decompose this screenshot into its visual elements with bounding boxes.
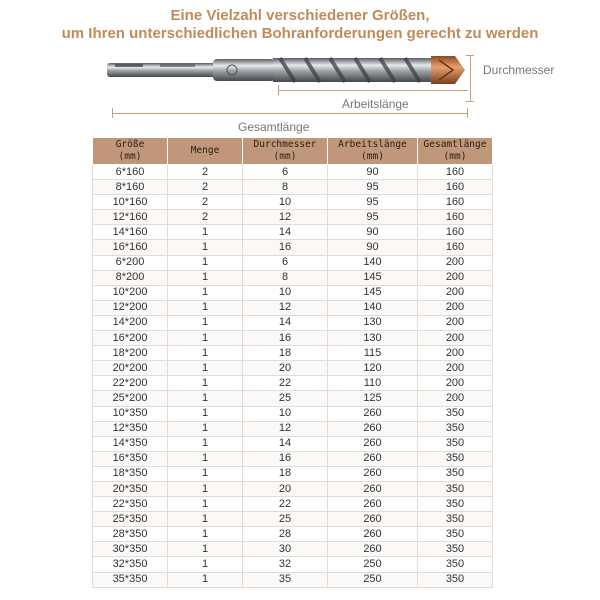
column-header-name: Gesamtlänge [423,139,487,150]
table-body [93,165,493,588]
cell-size: 10*160 [93,195,168,210]
column-header-unit: (mm) [361,151,384,162]
table-row [93,165,493,180]
working-length-label: Arbeitslänge [342,97,409,111]
cell-working-length: 260 [328,466,418,481]
table-row [93,406,493,421]
table-row [93,331,493,346]
cell-size: 16*200 [93,331,168,346]
cell-diameter: 10 [243,285,328,300]
cell-working-length: 145 [328,285,418,300]
table-row [93,436,493,451]
cell-size: 20*200 [93,361,168,376]
working-length-tick-left [278,85,279,95]
cell-quantity: 2 [168,195,243,210]
cell-diameter: 8 [243,270,328,285]
cell-size: 18*350 [93,466,168,481]
cell-total-length: 350 [418,557,493,572]
total-length-tick-left [112,108,113,118]
cell-quantity: 1 [168,406,243,421]
table-row [93,240,493,255]
cell-working-length: 260 [328,451,418,466]
cell-working-length: 95 [328,180,418,195]
cell-diameter: 22 [243,497,328,512]
cell-diameter: 16 [243,451,328,466]
table-header-row [93,138,493,165]
cell-total-length: 160 [418,210,493,225]
cell-quantity: 2 [168,210,243,225]
cell-quantity: 1 [168,451,243,466]
column-header-unit: (mm) [443,151,467,162]
total-length-label: Gesamtlänge [238,120,310,134]
headline-line-1: Eine Vielzahl verschiedener Größen, [170,7,430,24]
table-row [93,557,493,572]
table-row [93,361,493,376]
table-row [93,270,493,285]
table-row [93,451,493,466]
table-row [93,421,493,436]
drill-bit-image [105,52,470,92]
cell-size: 22*350 [93,497,168,512]
cell-diameter: 12 [243,210,328,225]
table-row [93,481,493,496]
cell-quantity: 1 [168,270,243,285]
working-length-dimension-line [278,90,468,91]
cell-working-length: 110 [328,376,418,391]
cell-quantity: 1 [168,225,243,240]
cell-total-length: 160 [418,165,493,180]
table-row [93,391,493,406]
total-length-dimension-line [112,113,468,114]
table-row [93,466,493,481]
cell-size: 25*200 [93,391,168,406]
table-row [93,315,493,330]
table-row [93,300,493,315]
cell-quantity: 1 [168,391,243,406]
column-header-unit: (mm) [118,151,142,162]
cell-diameter: 35 [243,572,328,587]
cell-size: 28*350 [93,527,168,542]
cell-working-length: 120 [328,361,418,376]
column-header-working-length [328,138,418,165]
cell-quantity: 1 [168,436,243,451]
cell-total-length: 200 [418,391,493,406]
cell-quantity: 1 [168,557,243,572]
column-header-unit: (mm) [273,151,297,162]
cell-diameter: 14 [243,436,328,451]
cell-size: 10*200 [93,285,168,300]
cell-working-length: 140 [328,255,418,270]
cell-working-length: 145 [328,270,418,285]
cell-diameter: 6 [243,255,328,270]
cell-working-length: 90 [328,240,418,255]
cell-size: 6*160 [93,165,168,180]
cell-quantity: 1 [168,542,243,557]
cell-diameter: 20 [243,481,328,496]
diameter-dimension-tick-bottom [466,101,474,102]
cell-quantity: 1 [168,361,243,376]
cell-working-length: 130 [328,315,418,330]
cell-size: 12*200 [93,300,168,315]
size-table-container [92,137,493,588]
cell-working-length: 130 [328,331,418,346]
cell-diameter: 18 [243,346,328,361]
cell-size: 35*350 [93,572,168,587]
column-header-name: Menge [190,145,220,156]
cell-size: 8*200 [93,270,168,285]
cell-diameter: 22 [243,376,328,391]
table-row [93,255,493,270]
cell-working-length: 140 [328,300,418,315]
drill-tip [431,56,465,84]
cell-total-length: 350 [418,421,493,436]
cell-quantity: 1 [168,512,243,527]
cell-quantity: 1 [168,572,243,587]
cell-size: 8*160 [93,180,168,195]
cell-size: 32*350 [93,557,168,572]
cell-size: 14*350 [93,436,168,451]
table-row [93,542,493,557]
cell-diameter: 14 [243,315,328,330]
cell-diameter: 10 [243,406,328,421]
column-header-size [93,138,168,165]
cell-working-length: 115 [328,346,418,361]
cell-diameter: 14 [243,225,328,240]
cell-working-length: 260 [328,497,418,512]
cell-diameter: 32 [243,557,328,572]
cell-quantity: 1 [168,376,243,391]
cell-diameter: 16 [243,240,328,255]
column-header-name: Durchmesser [253,139,317,150]
table-row [93,497,493,512]
cell-total-length: 160 [418,195,493,210]
cell-diameter: 10 [243,195,328,210]
cell-size: 14*160 [93,225,168,240]
column-header-diameter [243,138,328,165]
table-row [93,225,493,240]
cell-total-length: 350 [418,406,493,421]
cell-diameter: 25 [243,391,328,406]
cell-working-length: 260 [328,406,418,421]
cell-size: 16*160 [93,240,168,255]
cell-working-length: 260 [328,421,418,436]
cell-diameter: 6 [243,165,328,180]
cell-working-length: 260 [328,481,418,496]
size-table [92,137,493,588]
cell-diameter: 25 [243,512,328,527]
cell-total-length: 350 [418,542,493,557]
cell-quantity: 1 [168,481,243,496]
cell-total-length: 160 [418,240,493,255]
cell-total-length: 200 [418,315,493,330]
cell-quantity: 2 [168,165,243,180]
column-header-name: Größe [115,139,145,150]
cell-size: 12*350 [93,421,168,436]
cell-total-length: 200 [418,361,493,376]
table-row [93,527,493,542]
cell-quantity: 1 [168,346,243,361]
diameter-dimension-line [470,55,471,101]
table-row [93,195,493,210]
cell-diameter: 12 [243,300,328,315]
cell-working-length: 95 [328,195,418,210]
cell-total-length: 350 [418,436,493,451]
column-header-total-length [418,138,493,165]
cell-size: 22*200 [93,376,168,391]
column-header-name: Arbeitslänge [338,139,407,150]
cell-quantity: 1 [168,285,243,300]
cell-total-length: 350 [418,451,493,466]
cell-quantity: 1 [168,421,243,436]
cell-diameter: 20 [243,361,328,376]
diameter-label: Durchmesser [483,63,555,77]
cell-size: 10*350 [93,406,168,421]
cell-quantity: 2 [168,180,243,195]
diameter-dimension-tick-top [466,55,474,56]
cell-diameter: 12 [243,421,328,436]
cell-quantity: 1 [168,497,243,512]
cell-total-length: 350 [418,481,493,496]
cell-quantity: 1 [168,527,243,542]
table-row [93,512,493,527]
table-row [93,210,493,225]
cell-size: 20*350 [93,481,168,496]
cell-total-length: 350 [418,572,493,587]
cell-diameter: 16 [243,331,328,346]
cell-quantity: 1 [168,240,243,255]
cell-diameter: 8 [243,180,328,195]
cell-size: 18*200 [93,346,168,361]
cell-size: 30*350 [93,542,168,557]
table-row [93,285,493,300]
cell-working-length: 90 [328,165,418,180]
cell-total-length: 200 [418,376,493,391]
cell-total-length: 200 [418,331,493,346]
cell-total-length: 160 [418,180,493,195]
table-row [93,572,493,587]
cell-diameter: 28 [243,527,328,542]
cell-total-length: 160 [418,225,493,240]
cell-working-length: 260 [328,542,418,557]
cell-total-length: 350 [418,527,493,542]
drill-collar [213,59,275,81]
cell-size: 25*350 [93,512,168,527]
cell-working-length: 260 [328,527,418,542]
cell-total-length: 200 [418,270,493,285]
cell-total-length: 200 [418,255,493,270]
cell-quantity: 1 [168,331,243,346]
cell-quantity: 1 [168,255,243,270]
cell-diameter: 18 [243,466,328,481]
cell-quantity: 1 [168,466,243,481]
cell-working-length: 95 [328,210,418,225]
cell-diameter: 30 [243,542,328,557]
cell-size: 12*160 [93,210,168,225]
cell-total-length: 350 [418,512,493,527]
cell-working-length: 260 [328,436,418,451]
table-row [93,346,493,361]
cell-size: 14*200 [93,315,168,330]
total-length-tick-right [467,108,468,118]
cell-total-length: 350 [418,466,493,481]
cell-working-length: 250 [328,572,418,587]
cell-working-length: 250 [328,557,418,572]
cell-size: 16*350 [93,451,168,466]
column-header-quantity [168,138,243,165]
cell-total-length: 350 [418,497,493,512]
table-row [93,180,493,195]
cell-working-length: 90 [328,225,418,240]
headline-line-2: um Ihren unterschiedlichen Bohranforderungen gerecht zu werden [61,25,539,42]
cell-total-length: 200 [418,300,493,315]
cell-total-length: 200 [418,285,493,300]
cell-quantity: 1 [168,315,243,330]
cell-working-length: 260 [328,512,418,527]
cell-quantity: 1 [168,300,243,315]
table-row [93,376,493,391]
cell-working-length: 125 [328,391,418,406]
cell-size: 6*200 [93,255,168,270]
cell-total-length: 200 [418,346,493,361]
